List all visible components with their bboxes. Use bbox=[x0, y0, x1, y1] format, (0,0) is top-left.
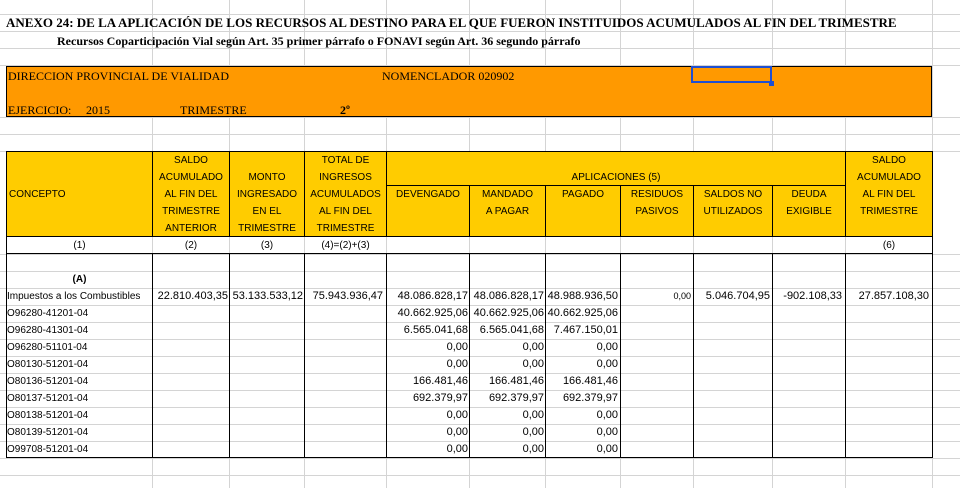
row-devengado[interactable]: 0,00 bbox=[446, 443, 468, 455]
total-mandado[interactable]: 48.086.828,17 bbox=[473, 290, 544, 302]
row-concepto[interactable]: O96280-41201-04 bbox=[7, 308, 89, 319]
row-mandado[interactable]: 0,00 bbox=[522, 409, 544, 421]
colnum-6[interactable]: (6) bbox=[882, 240, 896, 251]
row-pagado[interactable]: 7.467.150,01 bbox=[553, 324, 618, 336]
row-pagado[interactable]: 0,00 bbox=[596, 409, 618, 421]
entity-name[interactable]: DIRECCION PROVINCIAL DE VIALIDAD bbox=[8, 69, 229, 83]
total-residuos[interactable]: 0,00 bbox=[673, 291, 691, 301]
row-mandado[interactable]: 0,00 bbox=[522, 443, 544, 455]
row-devengado[interactable]: 6.565.041,68 bbox=[403, 324, 468, 336]
header-devengado[interactable]: DEVENGADO bbox=[386, 185, 470, 237]
row-concepto[interactable]: O80136-51201-04 bbox=[7, 376, 89, 387]
column-border bbox=[772, 253, 773, 458]
row-devengado[interactable]: 0,00 bbox=[446, 426, 468, 438]
report-title: ANEXO 24: DE LA APLICACIÓN DE LOS RECURSOS AL DESTINO PARA EL QUE FUERON INSTITUIDOS ACUMULADOS AL FIN DEL TRIMESTRE bbox=[6, 15, 897, 30]
column-border bbox=[932, 253, 933, 458]
gridline bbox=[0, 31, 960, 32]
colnum-3[interactable]: (3) bbox=[260, 240, 274, 251]
header-saldos-no-utilizados[interactable]: SALDOS NO UTILIZADOS bbox=[693, 185, 773, 237]
row-pagado[interactable]: 40.662.925,06 bbox=[547, 307, 618, 319]
colnum-4[interactable]: (4)=(2)+(3) bbox=[321, 240, 370, 251]
report-subtitle: Recursos Coparticipación Vial según Art. 35 primer párrafo o FONAVI según Art. 36 segundo párrafo bbox=[57, 34, 581, 48]
row-devengado[interactable]: 166.481,46 bbox=[412, 375, 468, 387]
row-concepto[interactable]: O99708-51201-04 bbox=[7, 444, 89, 455]
header-concepto[interactable]: CONCEPTO bbox=[6, 151, 153, 237]
nomenclador[interactable]: NOMENCLADOR 020902 bbox=[382, 69, 515, 83]
total-deuda[interactable]: -902.108,33 bbox=[783, 290, 842, 302]
row-mandado[interactable]: 6.565.041,68 bbox=[479, 324, 544, 336]
gridline bbox=[0, 254, 960, 255]
fill-handle[interactable] bbox=[769, 81, 774, 86]
header-deuda[interactable]: DEUDA EXIGIBLE bbox=[772, 185, 846, 237]
row-mandado[interactable]: 692.379,97 bbox=[488, 392, 544, 404]
header-residuos[interactable]: RESIDUOS PASIVOS bbox=[620, 185, 694, 237]
column-border bbox=[693, 253, 694, 458]
header-pagado[interactable]: PAGADO bbox=[545, 185, 621, 237]
active-cell-selection[interactable] bbox=[691, 66, 772, 83]
row-devengado[interactable]: 0,00 bbox=[446, 358, 468, 370]
column-border bbox=[620, 253, 621, 458]
row-concepto[interactable]: O96280-51101-04 bbox=[7, 342, 88, 353]
gridline bbox=[0, 134, 960, 135]
row-concepto[interactable]: O80139-51201-04 bbox=[7, 427, 89, 438]
header-total-ingresos[interactable]: TOTAL DE INGRESOS ACUMULADOS AL FIN DEL TRIMESTRE bbox=[304, 151, 387, 237]
row-mandado[interactable]: 0,00 bbox=[522, 341, 544, 353]
row-devengado[interactable]: 692.379,97 bbox=[412, 392, 468, 404]
total-saldo-fin[interactable]: 27.857.108,30 bbox=[858, 290, 929, 302]
ejercicio-value[interactable]: 2015 bbox=[86, 103, 110, 117]
trimestre-label[interactable]: TRIMESTRE bbox=[180, 103, 247, 117]
row-concepto[interactable]: O96280-41301-04 bbox=[7, 325, 89, 336]
total-saldo-anterior[interactable]: 22.810.403,35 bbox=[157, 290, 228, 302]
ejercicio-label[interactable]: EJERCICIO: bbox=[8, 103, 72, 117]
row-concepto[interactable]: O80130-51201-04 bbox=[7, 359, 89, 370]
row-devengado[interactable]: 0,00 bbox=[446, 341, 468, 353]
column-border bbox=[845, 253, 846, 458]
row-mandado[interactable]: 0,00 bbox=[522, 358, 544, 370]
row-devengado[interactable]: 0,00 bbox=[446, 409, 468, 421]
section-label[interactable]: (A) bbox=[72, 274, 87, 285]
row-pagado[interactable]: 0,00 bbox=[596, 358, 618, 370]
row-mandado[interactable]: 166.481,46 bbox=[488, 375, 544, 387]
row-mandado[interactable]: 40.662.925,06 bbox=[473, 307, 544, 319]
column-border bbox=[304, 253, 305, 458]
colnum-1[interactable]: (1) bbox=[73, 240, 86, 251]
row-devengado[interactable]: 40.662.925,06 bbox=[397, 307, 468, 319]
header-aplicaciones[interactable]: APLICACIONES (5) bbox=[386, 151, 846, 186]
row-pagado[interactable]: 166.481,46 bbox=[562, 375, 618, 387]
row-pagado[interactable]: 0,00 bbox=[596, 341, 618, 353]
colnum-2[interactable]: (2) bbox=[184, 240, 198, 251]
total-saldos-no[interactable]: 5.046.704,95 bbox=[705, 290, 770, 302]
row-pagado[interactable]: 0,00 bbox=[596, 443, 618, 455]
total-monto[interactable]: 53.133.533,12 bbox=[232, 290, 303, 302]
row-pagado[interactable]: 692.379,97 bbox=[562, 392, 618, 404]
header-saldo-anterior[interactable]: SALDO ACUMULADO AL FIN DEL TRIMESTRE ANTERIOR bbox=[152, 151, 230, 237]
gridline bbox=[0, 475, 960, 476]
row-pagado[interactable]: 0,00 bbox=[596, 426, 618, 438]
header-mandado[interactable]: MANDADO A PAGAR bbox=[469, 185, 546, 237]
row-concepto[interactable]: O80138-51201-04 bbox=[7, 410, 89, 421]
gridline bbox=[0, 117, 960, 118]
header-saldo-fin[interactable]: SALDO ACUMULADO AL FIN DEL TRIMESTRE bbox=[845, 151, 933, 237]
gridline bbox=[0, 458, 960, 459]
total-concepto[interactable]: Impuestos a los Combustibles bbox=[7, 291, 141, 302]
row-concepto[interactable]: O80137-51201-04 bbox=[7, 393, 89, 404]
total-devengado[interactable]: 48.086.828,17 bbox=[397, 290, 468, 302]
column-border bbox=[229, 253, 230, 458]
row-mandado[interactable]: 0,00 bbox=[522, 426, 544, 438]
header-monto[interactable]: MONTO INGRESADO EN EL TRIMESTRE bbox=[229, 151, 305, 237]
total-pagado[interactable]: 48.988.936,50 bbox=[547, 290, 618, 302]
trimestre-value[interactable]: 2º bbox=[340, 103, 350, 117]
total-ingresos[interactable]: 75.943.936,47 bbox=[312, 290, 383, 302]
